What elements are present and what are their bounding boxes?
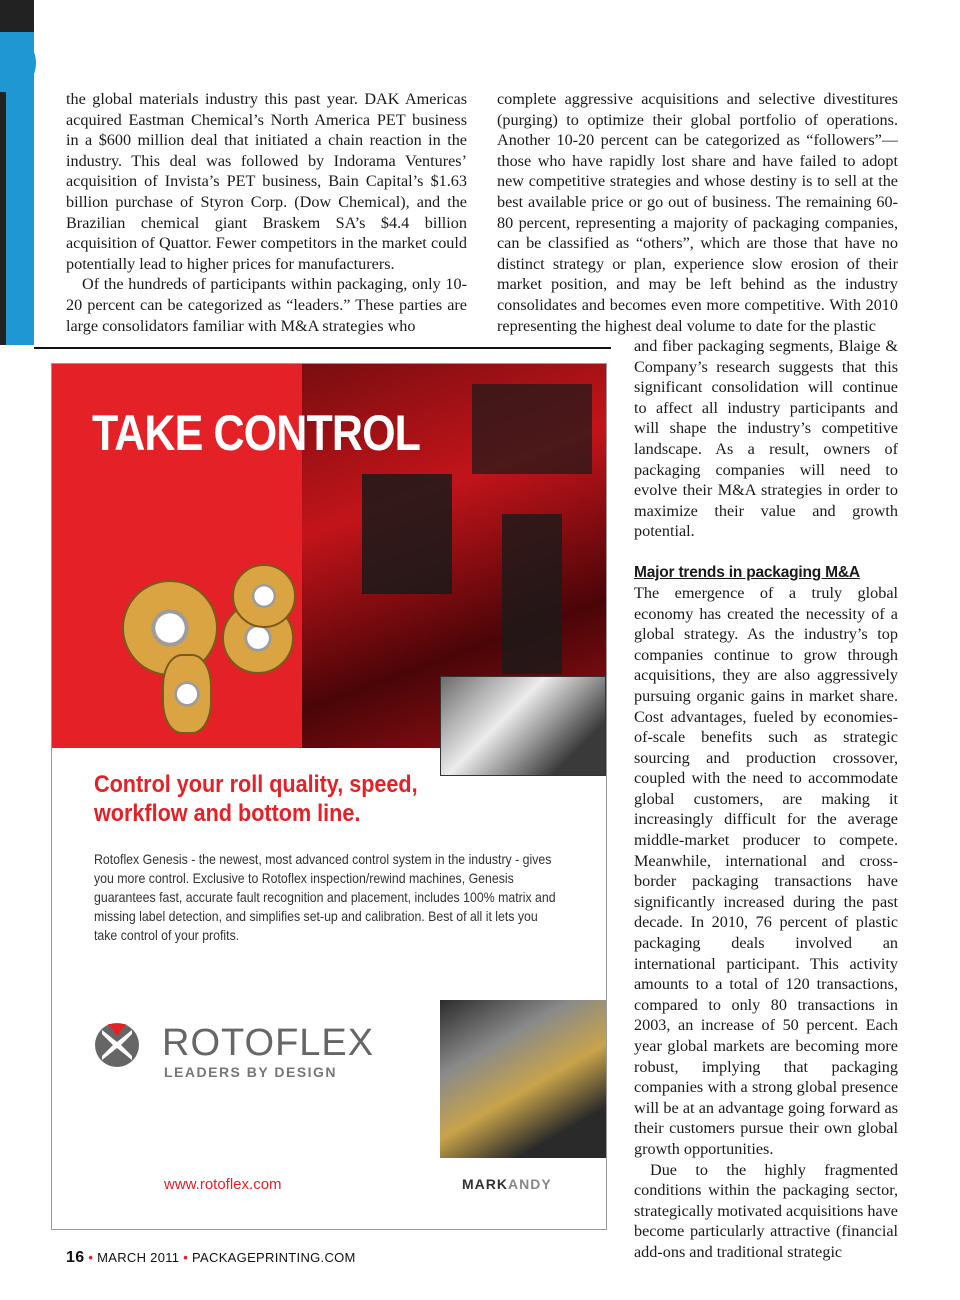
paragraph: complete aggressive acquisitions and selective divestitures (purging) to optimize their global portfolio of operations. Another 10-20 percent can be categorized as “followers”—those who have rapidly lost share and have failed to adopt new competitive strategies and whose destiny is to sell at the best available price or go out of business. The remaining 60-80 percent, representing a majority of packaging companies, can be classified as “others”, which are those that have no distinct strategy or plan, experience slow erosion of their market position, and may be left behind as the industry consolidates and becomes even more competitive. With 2010 representing the highest deal volume to date for the plastic xyxy=(497,90,898,335)
article-column-1 xyxy=(66,89,467,336)
page-number: 16 xyxy=(66,1249,85,1266)
side-bar-edge xyxy=(0,92,6,345)
rotoflex-logo-icon xyxy=(94,1022,140,1068)
article-column-2 xyxy=(497,89,898,336)
article-column-3 xyxy=(634,336,898,1263)
paragraph: the global materials industry this past year. DAK Americas acquired Eastman Chemical’s North America PET business in a $600 million deal that initiated a chain reaction in the industry. This deal was followed by Indorama Ventures’ acquisition of Invista’s PET business, Bain Capital’s $1.63 billion purchase of Styron Corp. (Dow Chemical), and the Brazilian chemical giant Braskem SA’s $4.4 billion acquisition of Quattor. Fewer competitors in the market could potentially lead to higher prices for manufacturers. xyxy=(66,90,467,273)
markandy-logo xyxy=(462,1176,552,1192)
section-heading: Major trends in packaging M&A xyxy=(634,563,860,581)
logo-name: ROTOFLEX xyxy=(162,1022,375,1064)
separator-dot: • xyxy=(183,1250,189,1265)
section-divider xyxy=(34,347,611,349)
ad-title: TAKE CONTROL xyxy=(92,405,421,461)
advertisement[interactable] xyxy=(51,363,607,1230)
site-name: PACKAGEPRINTING.COM xyxy=(192,1250,356,1265)
side-bar-top-block xyxy=(0,0,34,32)
ad-rewind-photo xyxy=(440,1000,606,1158)
ad-headline: Control your roll quality, speed, workflow and bottom line. xyxy=(94,771,418,827)
brand-light: ANDY xyxy=(508,1176,552,1192)
paragraph: Due to the highly fragmented conditions within the packaging sector, strategically motivated acquisitions have become particularly attractive (financial add-ons and traditional strategic xyxy=(634,1160,898,1261)
ad-body-text: Rotoflex Genesis - the newest, most advanced control system in the industry - gives you more control. Exclusive to Rotoflex inspection/rewind machines, Genesis guarantees fast, accurate fault recognition and placement, includes 100% matrix and missing label detection, and simplifies set-up and calibration. Best of all it lets you take control of your profits. xyxy=(94,851,556,943)
logo-tagline: LEADERS BY DESIGN xyxy=(164,1064,338,1080)
ad-print-photo xyxy=(440,676,606,776)
brand-bold: MARK xyxy=(462,1176,508,1192)
label-roll-image xyxy=(162,654,212,734)
label-roll-image xyxy=(232,564,296,628)
paragraph: The emergence of a truly global economy has created the necessity of a global strategy. As the industry’s top companies continue to grow through acquisitions, they are also aggressively pursuing organic gains in market share. Cost advantages, fueled by economies-of-scale benefits such as strategic sourcing and production crossover, coupled with the need to accommodate global customers, are making it increasingly difficult for the average middle-market producer to compete. Meanwhile, international and cross-border packaging transactions have significantly increased during the past decade. In 2010, 76 percent of plastic packaging deals involved an international participant. This activity amounts to a total of 120 transactions, compared to only 80 transactions in 2003, an increase of 50 percent. Each year global markets are becoming more robust, implying that packaging companies with a strong global presence will be at an advantage going forward as their customers pursue their own global growth opportunities. xyxy=(634,583,898,1158)
ad-website-link[interactable]: www.rotoflex.com xyxy=(164,1176,282,1193)
page-footer xyxy=(66,1249,356,1267)
paragraph: and fiber packaging segments, Blaige & Company’s research suggests that this significant consolidation will continue to affect all industry participants and will shape the industry’s competitive landscape. As a result, owners of packaging companies will need to evolve their M&A strategies in order to maximize their value and growth potential. xyxy=(634,337,898,541)
issue-date: MARCH 2011 xyxy=(97,1250,180,1265)
separator-dot: • xyxy=(88,1250,94,1265)
paragraph: Of the hundreds of participants within packaging, only 10-20 percent can be categorized as “leaders.” These parties are large consolidators familiar with M&A strategies who xyxy=(66,275,467,335)
